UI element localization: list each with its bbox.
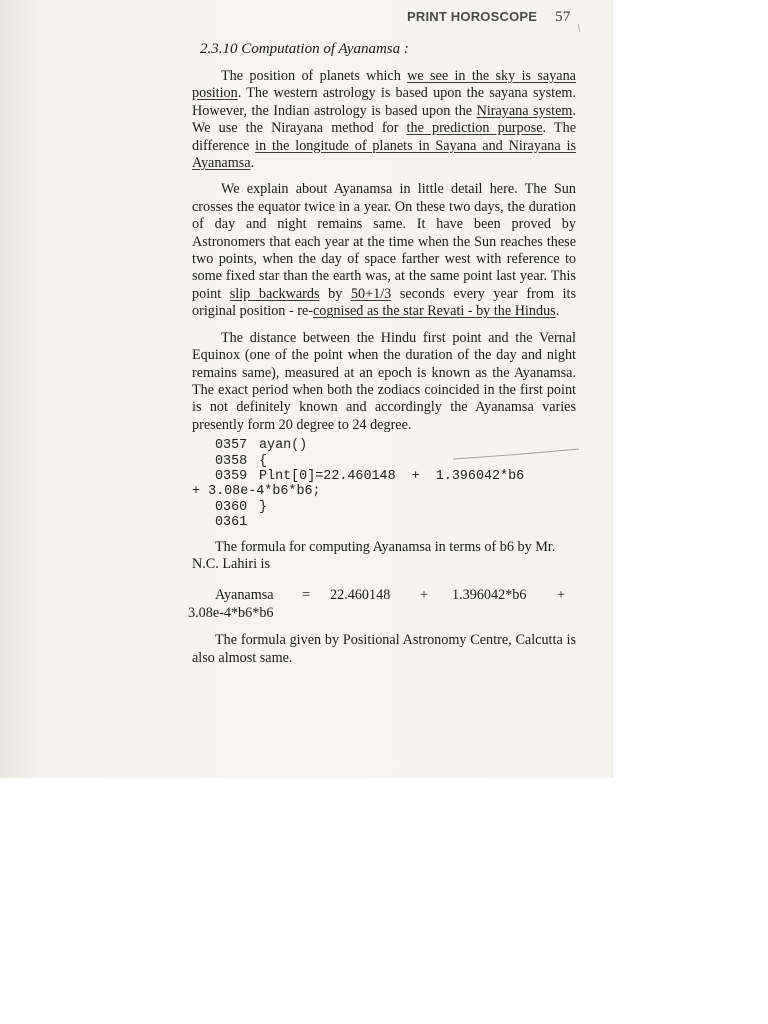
formula-intro: The formula for computing Ayanamsa in terms of b6 by Mr. N.C. Lahiri is <box>192 538 556 572</box>
ayanamsa-formula <box>192 587 576 605</box>
page-number: 57 <box>555 9 571 25</box>
code-line-text: ayan() <box>259 438 308 454</box>
formula-plus: + <box>420 587 429 604</box>
paragraph-1-part-2: . The western astrology is based upon the sayana system. However, the Indian astrology is based upon the <box>192 85 576 119</box>
underlined-phrase: we see in the sky is sayana position <box>192 68 576 102</box>
closing-paragraph: The formula given by Positional Astronomy Centre, Calcutta is also almost same. <box>192 632 576 666</box>
code-line-number: 0361 <box>215 515 248 531</box>
code-line <box>192 438 576 453</box>
section-heading: 2.3.10 Computation of Ayanamsa : <box>200 41 409 57</box>
page-edge-shadow <box>0 0 40 778</box>
underlined-phrase: slip backwards <box>229 285 320 302</box>
code-line-text: + 3.08e-4*b6*b6; <box>192 484 321 500</box>
code-line-continuation <box>192 484 576 499</box>
paragraph-1-part-4: . The difference <box>192 120 576 154</box>
formula-plus: + <box>557 587 566 604</box>
code-line <box>192 500 576 515</box>
code-listing <box>192 438 576 530</box>
underlined-phrase: in the longitude of planets in Sayana and Nirayana is Ayanamsa <box>192 137 576 172</box>
code-line-number: 0357 <box>215 438 248 454</box>
code-line-number: 0359 <box>215 468 248 484</box>
underlined-phrase: the prediction purpose <box>406 120 543 137</box>
paragraph-sayana-nirayana <box>192 68 576 172</box>
underlined-phrase: 50+1/3 <box>350 285 392 302</box>
formula-continuation: 3.08e-4*b6*b6 <box>188 605 274 622</box>
paragraph-2-part-4: . <box>555 303 560 320</box>
text-block <box>188 38 577 667</box>
paragraph-1-part-5: . <box>250 155 255 172</box>
paragraph-2-part-3: seconds every year from its original position - re- <box>192 285 577 320</box>
code-line <box>192 454 576 469</box>
paragraph-ayanamsa-detail <box>192 181 576 320</box>
paragraph-2-part-2: by <box>319 285 351 302</box>
code-line-number: 0360 <box>215 499 248 515</box>
code-line-text: Plnt[0]=22.460148 + 1.396042*b6 <box>259 468 525 484</box>
underlined-phrase: cognised as the star Revati - by the Hindus <box>312 303 556 320</box>
paragraph-hindu-first-point: The distance between the Hindu first point and the Vernal Equinox (one of the point when the duration of the day and night remains same), measured at an epoch is known as the Ayanamsa. The exact period when both the zodiacs coincided in the first point is not definitely known and accordingly the Ayanamsa varies presently form 20 degree to 24 degree. <box>192 329 576 433</box>
formula-constant: 22.460148 <box>330 587 391 604</box>
running-head <box>407 9 571 26</box>
code-line <box>192 469 576 484</box>
code-line-text: { <box>259 453 268 469</box>
underlined-phrase: Nirayana system <box>476 102 573 119</box>
code-line-text: } <box>259 499 268 515</box>
code-line-number: 0358 <box>215 453 248 469</box>
code-line <box>192 515 576 530</box>
formula-term: 1.396042*b6 <box>452 587 527 604</box>
pen-stroke <box>578 24 580 32</box>
paragraph-1-part-3: . We use the Nirayana method for <box>192 102 576 137</box>
running-head-title: PRINT HOROSCOPE <box>407 9 538 24</box>
paragraph-2-part-1: We explain about Ayanamsa in little detail here. The Sun crosses the equator twice in a year. On these two days, the duration of day and night remains same. It have been proved by Astronomers that each year at the time when the Sun reaches these two points, when the day of space farther west with reference to some fixed star than the earth was, at the same point last year. This point <box>192 181 576 302</box>
formula-lhs: Ayanamsa <box>215 587 274 604</box>
paragraph-1-part-1: The position of planets which <box>221 68 408 84</box>
formula-equals: = <box>302 587 311 604</box>
